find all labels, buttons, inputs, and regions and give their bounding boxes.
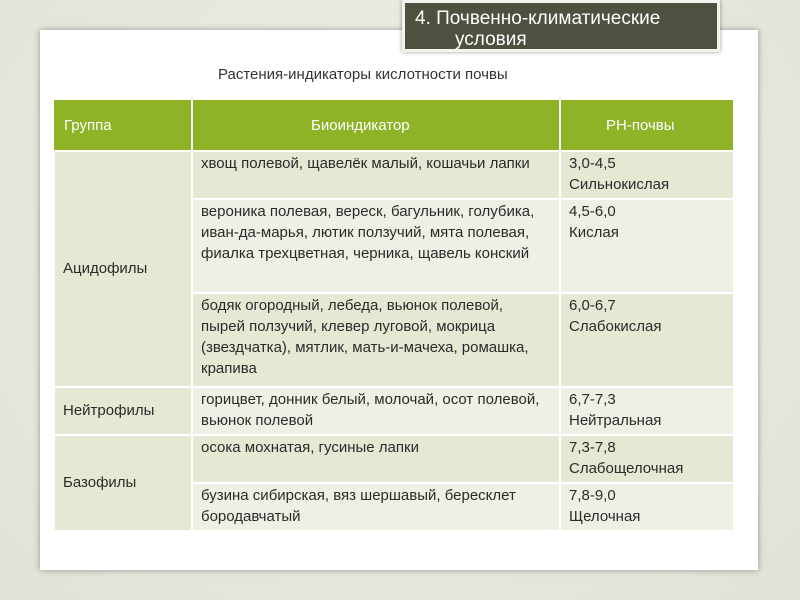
acidity-label: Кислая <box>569 224 619 241</box>
slide-title <box>402 0 720 52</box>
table-row <box>54 435 734 483</box>
slide-title-line2: условия <box>455 29 527 50</box>
ph-cell <box>560 293 734 387</box>
acidity-label: Щелочная <box>569 508 641 525</box>
indicator-cell: осока мохнатая, гусиные лапки <box>192 435 560 483</box>
acidity-label: Слабощелочная <box>569 460 684 477</box>
indicator-cell: хвощ полевой, щавелёк малый, кошачьи лапки <box>192 151 560 199</box>
ph-range: 7,8-9,0 <box>569 487 616 504</box>
ph-cell <box>560 435 734 483</box>
ph-range: 3,0-4,5 <box>569 155 616 172</box>
indicator-cell: бодяк огородный, лебеда, вьюнок полевой, пырей ползучий, клевер луговой, мокрица (звездчатка), мятлик, мать-и-мачеха, ромашка, крапива <box>192 293 560 387</box>
acidity-label: Нейтральная <box>569 412 662 429</box>
acidity-label: Сильнокислая <box>569 176 670 193</box>
ph-range: 6,0-6,7 <box>569 297 616 314</box>
table-header-row <box>54 100 734 151</box>
ph-range: 6,7-7,3 <box>569 391 616 408</box>
indicator-cell: горицвет, донник белый, молочай, осот полевой, вьюнок полевой <box>192 387 560 435</box>
ph-cell <box>560 387 734 435</box>
ph-cell <box>560 151 734 199</box>
header-ph: PH-почвы <box>560 100 734 151</box>
ph-range: 4,5-6,0 <box>569 203 616 220</box>
ph-cell <box>560 483 734 531</box>
indicator-table <box>53 100 735 532</box>
indicator-cell: вероника полевая, вереск, багульник, голубика, иван-да-марья, лютик ползучий, мята полевая, фиалка трехцветная, черника, щавель конский <box>192 199 560 293</box>
ph-cell <box>560 199 734 293</box>
group-cell-basophiles: Базофилы <box>54 435 192 531</box>
table-caption: Растения-индикаторы кислотности почвы <box>218 66 508 83</box>
ph-range: 7,3-7,8 <box>569 439 616 456</box>
table-row <box>54 387 734 435</box>
table-row <box>54 151 734 199</box>
header-bioindicator: Биоиндикатор <box>192 100 560 151</box>
group-cell-acidophiles: Ацидофилы <box>54 151 192 387</box>
slide-title-line1: 4. Почвенно-климатические <box>415 8 661 29</box>
group-cell-neutrophiles: Нейтрофилы <box>54 387 192 435</box>
acidity-label: Слабокислая <box>569 318 662 335</box>
indicator-cell: бузина сибирская, вяз шершавый, бересклет бородавчатый <box>192 483 560 531</box>
header-group: Группа <box>54 100 192 151</box>
